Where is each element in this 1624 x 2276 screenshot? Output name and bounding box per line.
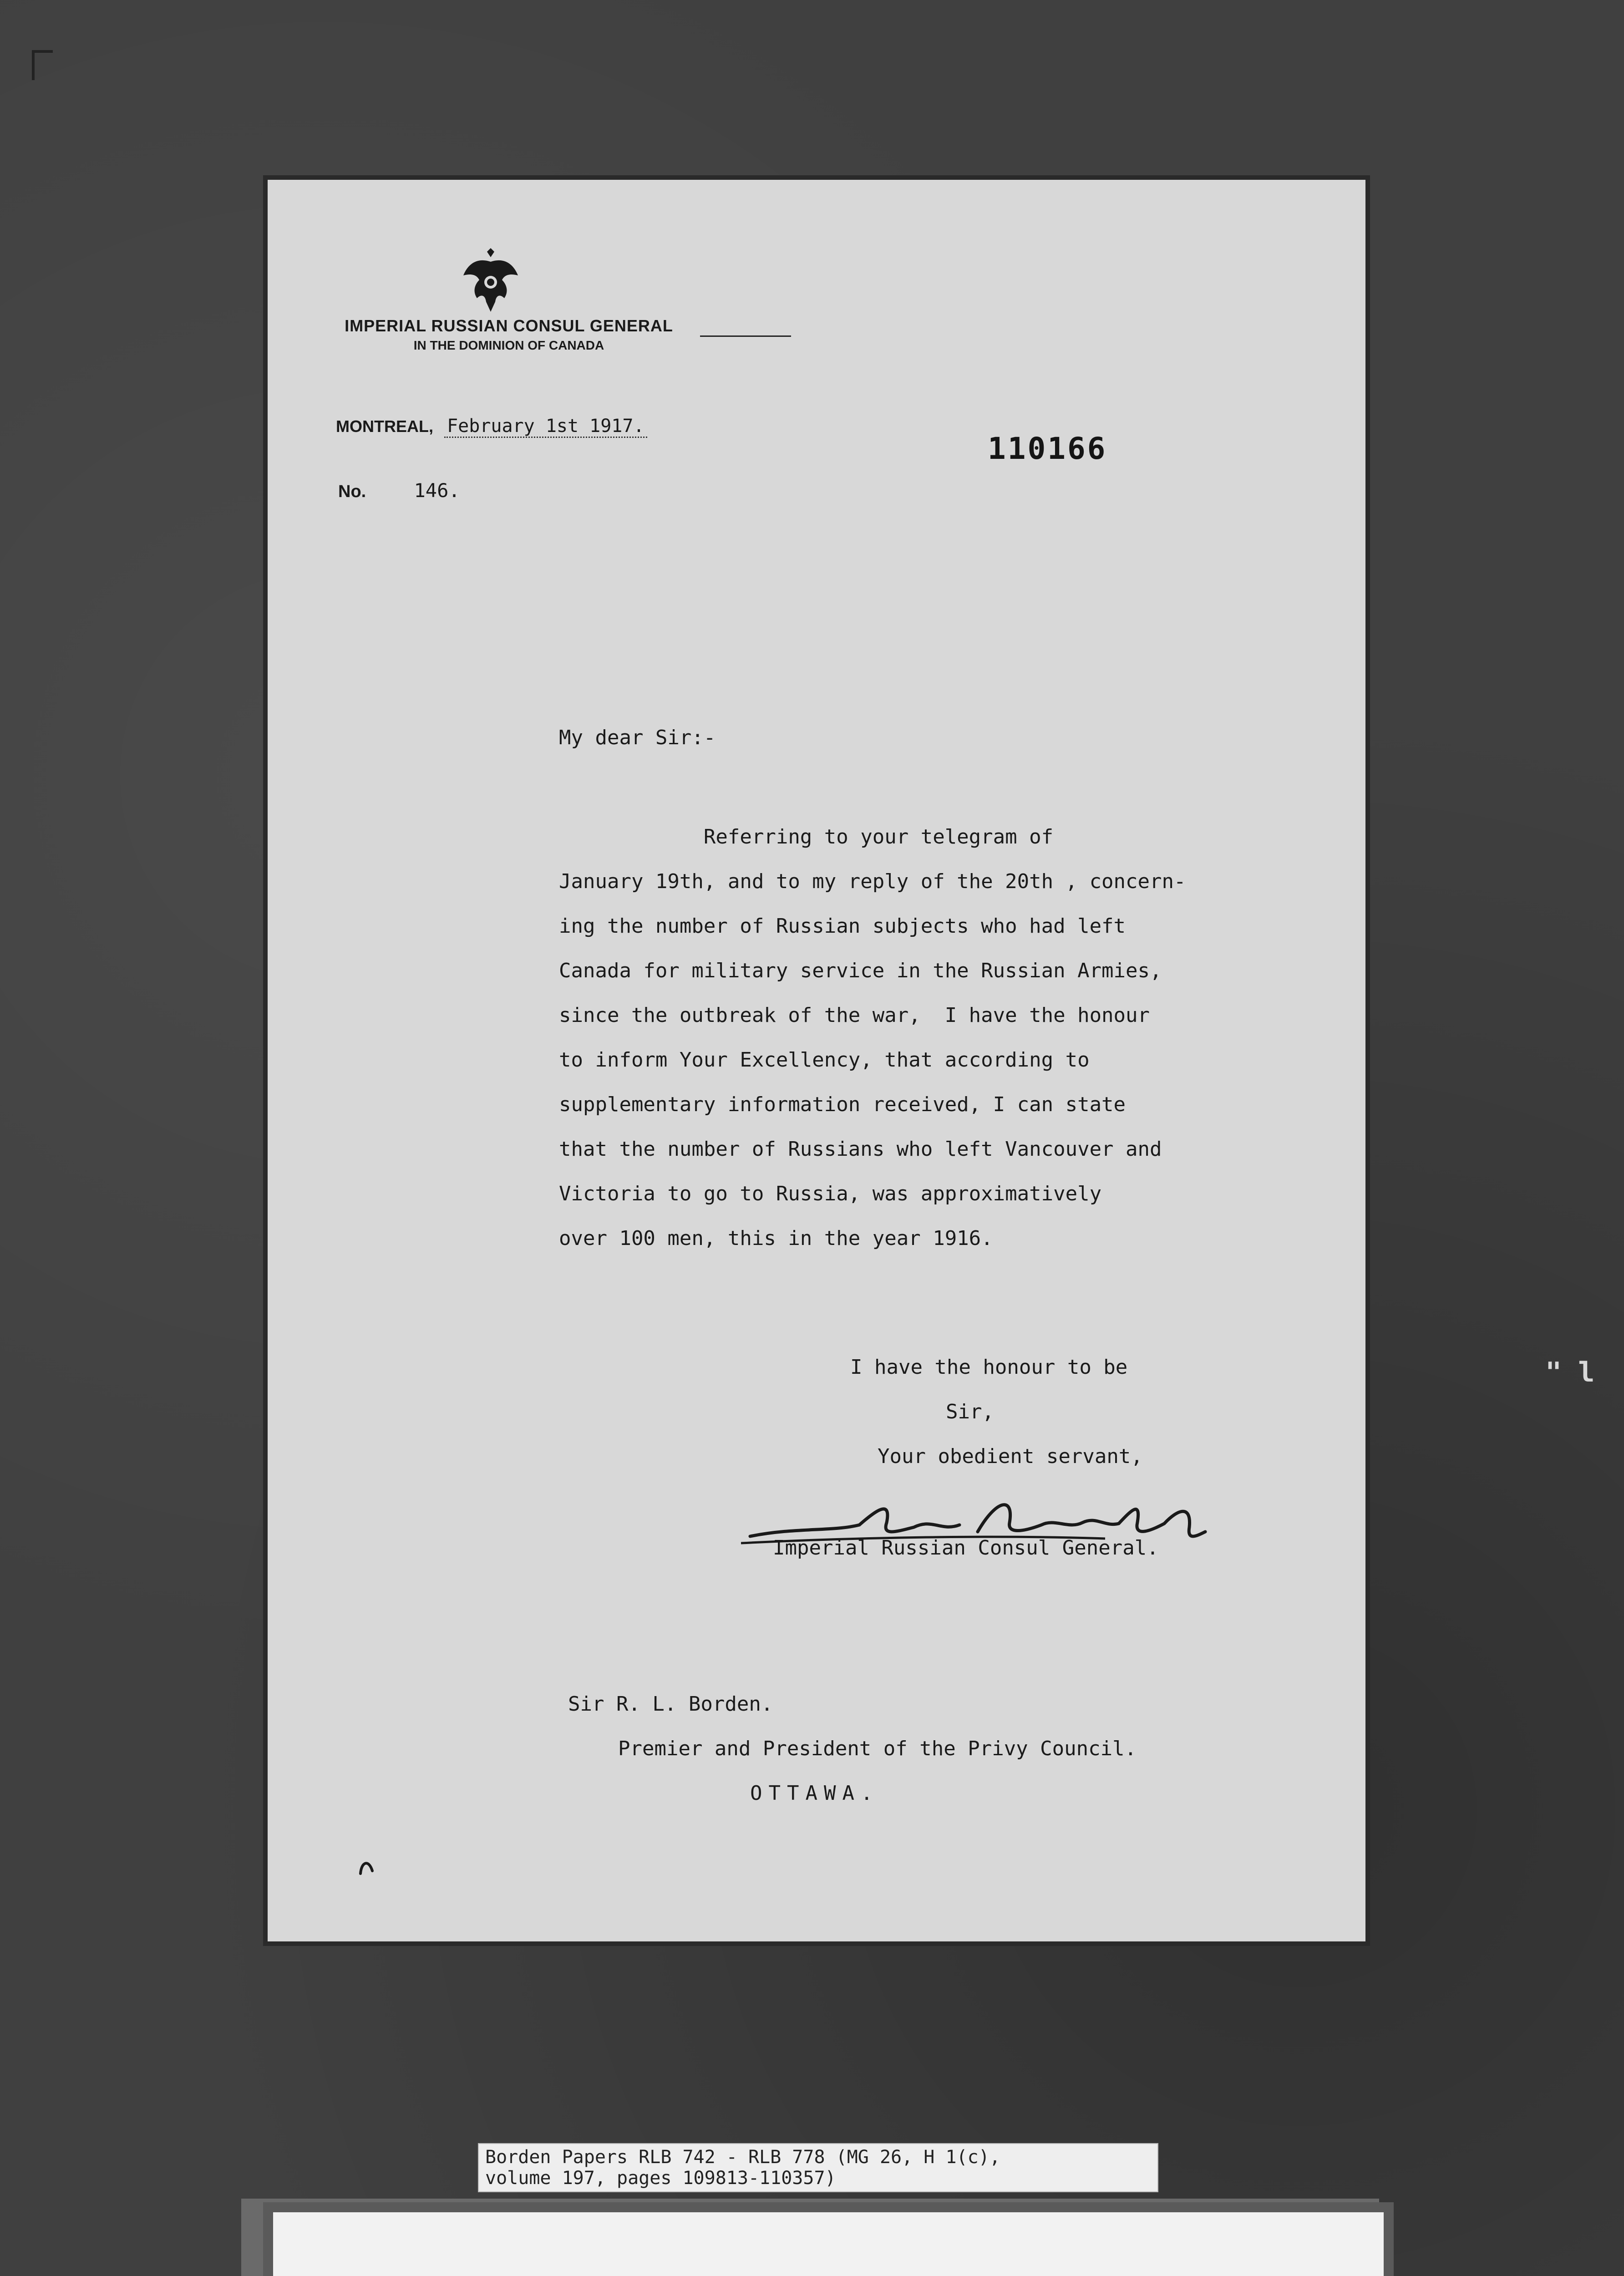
number-line	[338, 479, 460, 502]
citation-line: Borden Papers RLB 742 - RLB 778 (MG 26, H 1(c),	[485, 2147, 1000, 2168]
margin-mark	[359, 1857, 375, 1875]
closing-block	[850, 1345, 1143, 1479]
salutation: My dear Sir:-	[559, 726, 716, 749]
number-label: No.	[338, 482, 366, 501]
addressee-city: OTTAWA.	[750, 1782, 879, 1805]
double-headed-eagle-icon	[459, 248, 523, 316]
body-line: that the number of Russians who left Vancouver and	[559, 1138, 1162, 1161]
reference-number: 110166	[988, 431, 1107, 466]
closing-line: Your obedient servant,	[878, 1445, 1143, 1468]
letter-sheet	[268, 180, 1365, 1941]
letterhead-rule	[700, 335, 791, 337]
letterhead-line2: IN THE DOMINION OF CANADA	[413, 338, 604, 352]
addressee-title: Premier and President of the Privy Council.	[618, 1737, 1137, 1760]
addressee-name: Sir R. L. Borden.	[568, 1692, 773, 1716]
letterhead	[336, 316, 682, 353]
body-line: ing the number of Russian subjects who had left	[559, 914, 1126, 938]
archives-card	[273, 2212, 1384, 2276]
body-line: January 19th, and to my reply of the 20th , concern-	[559, 870, 1186, 893]
citation-label	[478, 2143, 1158, 2192]
body-line: since the outbreak of the war, I have the honour	[559, 1004, 1150, 1027]
edge-marks: " l	[1545, 1356, 1595, 1388]
closing-line: I have the honour to be	[850, 1356, 1128, 1379]
citation-line: volume 197, pages 109813-110357)	[485, 2168, 836, 2189]
body-line: Referring to your telegram of	[559, 825, 1054, 848]
body-line: to inform Your Excellency, that according to	[559, 1048, 1090, 1072]
signatory-title: Imperial Russian Consul General.	[773, 1536, 1159, 1560]
letterhead-line1: IMPERIAL RUSSIAN CONSUL GENERAL	[345, 316, 673, 335]
corner-mark	[32, 50, 53, 80]
number-value: 146.	[414, 479, 460, 502]
place-label: MONTREAL,	[336, 417, 433, 436]
body-line: supplementary information received, I can state	[559, 1093, 1126, 1116]
closing-line: Sir,	[946, 1400, 994, 1423]
body-line: Victoria to go to Russia, was approximatively	[559, 1182, 1102, 1205]
place-date-line	[336, 416, 647, 438]
body-line: over 100 men, this in the year 1916.	[559, 1227, 993, 1250]
body-line: Canada for military service in the Russian Armies,	[559, 959, 1162, 982]
addressee-block	[568, 1682, 1137, 1816]
letter-body	[559, 815, 1333, 1261]
date-value: February 1st 1917.	[444, 416, 647, 438]
